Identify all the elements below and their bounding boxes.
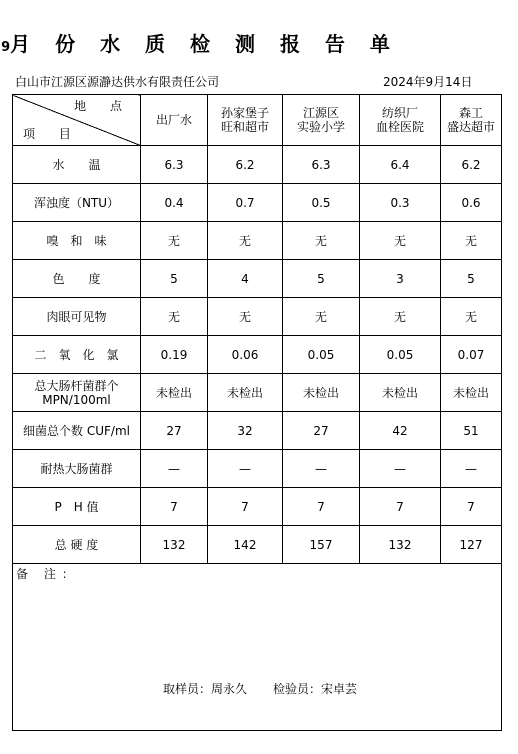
- row-label-text: 耐热大肠菌群: [40, 461, 113, 476]
- value-cell: 142: [208, 526, 283, 564]
- value-cell: 无: [141, 298, 208, 336]
- value-cell: 无: [360, 222, 441, 260]
- water-quality-table: [12, 94, 502, 731]
- value-cell: 6.2: [441, 146, 502, 184]
- row-label: [13, 146, 141, 184]
- value-cell: —: [208, 450, 283, 488]
- value-cell: —: [441, 450, 502, 488]
- sampler-signature: 取样员：周永久: [163, 682, 248, 696]
- row-label: [13, 374, 141, 412]
- value-cell: 无: [141, 222, 208, 260]
- corner-location-label: 地 点: [74, 99, 132, 113]
- row-label: [13, 526, 141, 564]
- notes-label: 备 注：: [16, 567, 80, 581]
- row-label: [13, 336, 141, 374]
- report-title-text: 月 份 水 质 检 测 报 告 单: [10, 32, 399, 56]
- location-header-2: [208, 95, 283, 146]
- row-label-text: 肉眼可见物: [46, 309, 107, 324]
- value-cell: 27: [283, 412, 360, 450]
- location-line2: 旺和超市: [220, 120, 269, 134]
- value-cell: 0.06: [208, 336, 283, 374]
- value-cell: 132: [141, 526, 208, 564]
- row-label: [13, 488, 141, 526]
- table-body: [13, 95, 502, 731]
- value-cell: 7: [283, 488, 360, 526]
- location-line1: 江源区: [302, 106, 339, 120]
- value-cell: 51: [441, 412, 502, 450]
- location-line1: 孙家堡子: [220, 106, 269, 120]
- value-cell: 无: [283, 222, 360, 260]
- value-cell: 0.05: [360, 336, 441, 374]
- table-row: [13, 184, 502, 222]
- row-label-text: P H 值: [54, 499, 99, 514]
- location-line2: 血栓医院: [375, 120, 424, 134]
- value-cell: 6.3: [141, 146, 208, 184]
- value-cell: 6.4: [360, 146, 441, 184]
- location-line1: 纺织厂: [381, 106, 418, 120]
- table-row: [13, 526, 502, 564]
- value-cell: 5: [141, 260, 208, 298]
- value-cell: 未检出: [208, 374, 283, 412]
- value-cell: 32: [208, 412, 283, 450]
- table-row: [13, 450, 502, 488]
- header-row: [13, 95, 502, 146]
- row-label: [13, 298, 141, 336]
- table-row: [13, 260, 502, 298]
- value-cell: 无: [441, 222, 502, 260]
- row-label-text: 总大肠杆菌群个: [34, 378, 119, 393]
- corner-header: [13, 95, 141, 146]
- location-line1: 森工: [458, 106, 483, 120]
- value-cell: 7: [208, 488, 283, 526]
- value-cell: 5: [283, 260, 360, 298]
- value-cell: 7: [141, 488, 208, 526]
- report-date: 2024年9月14日: [383, 75, 473, 89]
- table-row: [13, 146, 502, 184]
- value-cell: 7: [441, 488, 502, 526]
- value-cell: 无: [360, 298, 441, 336]
- table-row: [13, 412, 502, 450]
- value-cell: 42: [360, 412, 441, 450]
- value-cell: 132: [360, 526, 441, 564]
- location-header-5: [441, 95, 502, 146]
- value-cell: 0.6: [441, 184, 502, 222]
- inspector-signature: 检验员：宋卓芸: [273, 682, 358, 696]
- row-label: [13, 184, 141, 222]
- value-cell: 3: [360, 260, 441, 298]
- location-header-3: [283, 95, 360, 146]
- row-label: [13, 412, 141, 450]
- value-cell: 0.3: [360, 184, 441, 222]
- table-row: [13, 374, 502, 412]
- row-label-text: 细菌总个数 CUF/ml: [23, 423, 130, 438]
- row-label-text: 总 硬 度: [54, 537, 99, 552]
- location-header-4: [360, 95, 441, 146]
- value-cell: 7: [360, 488, 441, 526]
- report-month: 9: [1, 40, 11, 55]
- value-cell: 6.3: [283, 146, 360, 184]
- row-label-unit: MPN/100ml: [42, 392, 111, 407]
- value-cell: 未检出: [360, 374, 441, 412]
- row-label-text: 水 温: [52, 157, 101, 172]
- value-cell: 0.4: [141, 184, 208, 222]
- value-cell: 157: [283, 526, 360, 564]
- value-cell: 无: [208, 222, 283, 260]
- value-cell: 无: [441, 298, 502, 336]
- row-label: [13, 260, 141, 298]
- value-cell: —: [283, 450, 360, 488]
- row-label-text: 嗅 和 味: [46, 233, 107, 248]
- row-label-text: 浑浊度（NTU）: [33, 195, 120, 210]
- value-cell: 27: [141, 412, 208, 450]
- row-label: [13, 222, 141, 260]
- row-label-text: 色 度: [52, 271, 101, 286]
- table-row: [13, 336, 502, 374]
- value-cell: 未检出: [141, 374, 208, 412]
- row-label-text: 二 氧 化 氯: [34, 347, 119, 362]
- organization-name: 白山市江源区源瀞达供水有限责任公司: [15, 75, 220, 89]
- value-cell: 0.7: [208, 184, 283, 222]
- location-header-1: [141, 95, 208, 146]
- location-line2: 盛达超市: [446, 120, 495, 134]
- value-cell: 无: [208, 298, 283, 336]
- value-cell: —: [141, 450, 208, 488]
- table-row: [13, 298, 502, 336]
- notes-cell: [13, 564, 502, 731]
- corner-item-label: 项 目: [23, 127, 81, 141]
- value-cell: 0.07: [441, 336, 502, 374]
- value-cell: —: [360, 450, 441, 488]
- value-cell: 127: [441, 526, 502, 564]
- value-cell: 未检出: [441, 374, 502, 412]
- value-cell: 5: [441, 260, 502, 298]
- value-cell: 6.2: [208, 146, 283, 184]
- report-title: [0, 28, 400, 57]
- value-cell: 0.19: [141, 336, 208, 374]
- table-row: [13, 222, 502, 260]
- location-line2: 实验小学: [296, 120, 345, 134]
- location-line1: 出厂水: [155, 113, 192, 127]
- value-cell: 未检出: [283, 374, 360, 412]
- notes-row: [13, 564, 502, 731]
- value-cell: 0.5: [283, 184, 360, 222]
- row-label: [13, 450, 141, 488]
- value-cell: 无: [283, 298, 360, 336]
- value-cell: 0.05: [283, 336, 360, 374]
- value-cell: 4: [208, 260, 283, 298]
- table-row: [13, 488, 502, 526]
